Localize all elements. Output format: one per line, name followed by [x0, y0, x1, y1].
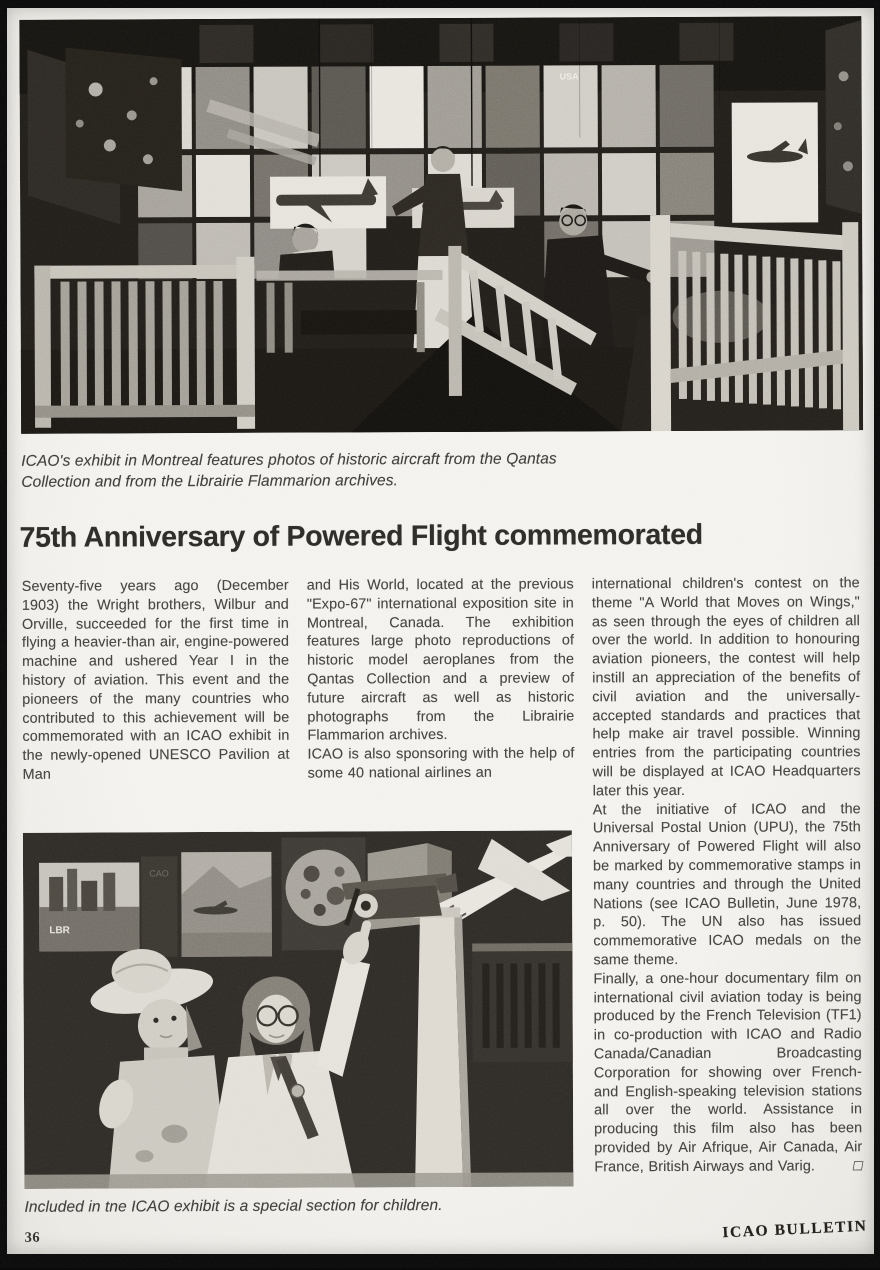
photo-children-section [23, 830, 574, 1188]
poster-label-usa: USA [560, 71, 580, 81]
article-column-1 [22, 577, 290, 785]
paragraph: international children's contest on the theme "A World that Moves on Wings," as seen through the eyes of children all over the world. In addition to honouring aviation pioneers, the contest will help instill an appreciation of the benefits of civil aviation and the universally-accepted standards and practices that help make air travel possible. Winning entries from the participating countries will be displayed at ICAO Headquarters later this year. [592, 574, 861, 801]
photo-exhibit-hall [19, 16, 863, 434]
paragraph: ICAO is also sponsoring with the help of some 40 national airlines an [307, 745, 574, 784]
wall-label-cao: CAO [149, 868, 169, 878]
article-column-2 [307, 575, 575, 783]
article-headline: 75th Anniversary of Powered Flight commemorated [20, 518, 856, 555]
photo-exhibit-hall-art [19, 16, 863, 434]
photo-children-section-art [23, 830, 574, 1188]
paragraph: Seventy-five years ago (December 1903) the Wright brothers, Wilbur and Orville, succeeded for the first time in flying a heavier-than air, engine-powered machine and ushered Year I in the history of aviation. This event and the pioneers of the many countries who contributed to this achievement will be commemorated with an ICAO exhibit in the newly-opened UNESCO Pavilion at Man [22, 577, 290, 785]
paragraph: and His World, located at the previous "Expo-67" international exposition site in Montreal, Canada. The exhibition features large photo reproductions of historic model aeroplanes from the Qantas Collection and a preview of future aircraft as well as historic photographs from the Librairie Flammarion archives. [307, 575, 575, 745]
page-number: 36 [25, 1230, 41, 1247]
poster-label-lbr: LBR [49, 925, 70, 936]
photo2-caption: Included in tne ICAO exhibit is a special section for children. [24, 1195, 573, 1218]
paragraph-text: Finally, a one-hour documentary film on international civil aviation today is being produced by the French Television (TF1) in co-production with ICAO and Radio Canada/Canadian Broadcasting Corporation for showing over French- and English-speaking television stations all over the world. Assistance in producing this film also has been provided by Air Afrique, Air Canada, Air France, British Airways and Varig. [593, 970, 862, 1175]
journal-title: ICAO BULLETIN [697, 1218, 868, 1244]
photo1-caption: ICAO's exhibit in Montreal features photos of historic aircraft from the Qantas Collection and from the Librairie Flammarion archives. [21, 449, 583, 492]
paragraph: At the initiative of ICAO and the Universal Postal Union (UPU), the 75th Anniversary of Powered Flight will also be marked by commemorative stamps in many countries and through the United Nations (see ICAO Bulletin, June 1978, p. 50). The UN also has issued commemorative ICAO medals on the same theme. [593, 800, 862, 970]
article-column-3 [592, 574, 863, 1177]
paragraph [593, 969, 862, 1177]
end-of-article-mark: □ [852, 1157, 864, 1176]
